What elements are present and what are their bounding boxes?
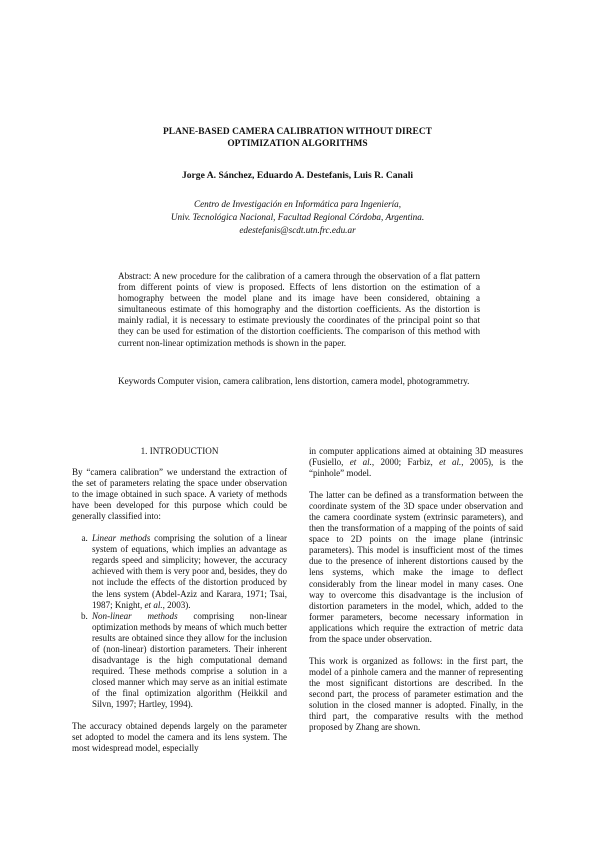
affiliation-line-2: Univ. Tecnológica Nacional, Facultad Regional Córdoba, Argentina. xyxy=(170,211,425,222)
model-definition-paragraph: The latter can be defined as a transformation between the coordinate system of the 3D space under observation and the camera coordinate system (extrinsic parameters), and then the transformation of a mapping of the points of said space to 2D points on the image plane (intrinsic parameters). This model is insufficient most of the times due to the presence of inherent distortions caused by the lens systems, which make the image to deflect considerably from the linear model in many cases. One way to overcome this disadvantage is the inclusion of distortion parameters in the model, which, added to the former parameters, become necessary information in applications which require the extraction of metric data from the space under observation. xyxy=(309,490,523,644)
methods-list xyxy=(72,533,287,710)
pinhole-text-start: in computer applications aimed at obtaining 3D measures (Fusiello, xyxy=(309,446,523,468)
linear-methods-text: comprising the solution of a linear system of equations, which implies an advantage as regards speed and simplicity; however, the accuracy achieved with them is very poor and, besides, they do not include the effects of the distortion produced by the lens system (Abdel-Aziz and Karara, 1971; Tsai, 1987; Knight, xyxy=(92,533,287,610)
list-item-linear-methods xyxy=(90,533,287,610)
author-list: Jorge A. Sánchez, Eduardo A. Destefanis, Luis R. Canali xyxy=(181,170,414,181)
keywords: Keywords Computer vision, camera calibration, lens distortion, camera model, photogrammetry. xyxy=(118,376,470,386)
linear-methods-label: Linear methods xyxy=(92,533,151,544)
section-heading: 1. INTRODUCTION xyxy=(140,446,219,456)
pinhole-etal-1: et al. xyxy=(349,457,372,468)
title-line-2: OPTIMIZATION ALGORITHMS xyxy=(227,139,368,149)
linear-methods-end: , 2003). xyxy=(162,599,191,610)
pinhole-text-end: , 2005), is the “pinhole” model. xyxy=(309,457,523,479)
pinhole-paragraph xyxy=(309,446,523,479)
left-column xyxy=(72,446,287,765)
linear-methods-etal: et al. xyxy=(144,599,163,610)
organization-paragraph: This work is organized as follows: in the first part, the model of a pinhole camera and the manner of representing the most significant distortions are described. In the second part, the process of parameter estimation and the solution in the closed manner is adopted. Finally, in the third part, the comparative results with the method proposed by Zhang are shown. xyxy=(309,655,523,733)
affiliation-block xyxy=(110,198,485,236)
pinhole-etal-2: et al. xyxy=(439,457,462,468)
intro-paragraph: By “camera calibration” we understand the extraction of the set of parameters relating the space under observation to the image obtained in such space. A variety of methods have been developed for this purpose which could be generally classified into: xyxy=(72,467,287,522)
abstract: Abstract: A new procedure for the calibration of a camera through the observation of a flat pattern from different points of view is proposed. Effects of lens distortion on the estimation of a homography between the model plane and its image have been considered, obtaining a simultaneous estimate of this homography and the distortion coefficients. As the distortion is mainly radial, it is necessary to estimate previously the coordinates of the principal point so that they can be used for estimation of the distortion coefficients. The comparison of this method with current non-linear optimization methods is shown in the paper. xyxy=(118,271,480,348)
nonlinear-methods-label: Non-linear methods xyxy=(92,610,178,621)
list-item-nonlinear-methods xyxy=(90,611,287,710)
paper-title xyxy=(120,126,475,150)
title-line-1: PLANE-BASED CAMERA CALIBRATION WITHOUT DIRECT xyxy=(163,127,432,137)
pinhole-text-mid: , 2000; Farbiz, xyxy=(371,457,440,468)
right-column xyxy=(309,446,523,744)
nonlinear-methods-text: comprising non-linear optimization methods by means of which much better results are obtained since they allow for the inclusion of (non-linear) distortion parameters. Their inherent disadvantage is the high computational demand required. These methods comprise a solution in a closed manner which may serve as an initial estimate of the final optimization algorithm (Heikkil and Silvn, 1997; Hartley, 1994). xyxy=(92,610,287,709)
closing-paragraph: The accuracy obtained depends largely on the parameter set adopted to model the camera and its lens system. The most widespread model, especially xyxy=(72,721,287,754)
affiliation-line-1: Centro de Investigación en Informática para Ingeniería, xyxy=(193,199,402,209)
author-email: edestefanis@scdt.utn.frc.edu.ar xyxy=(239,224,356,235)
